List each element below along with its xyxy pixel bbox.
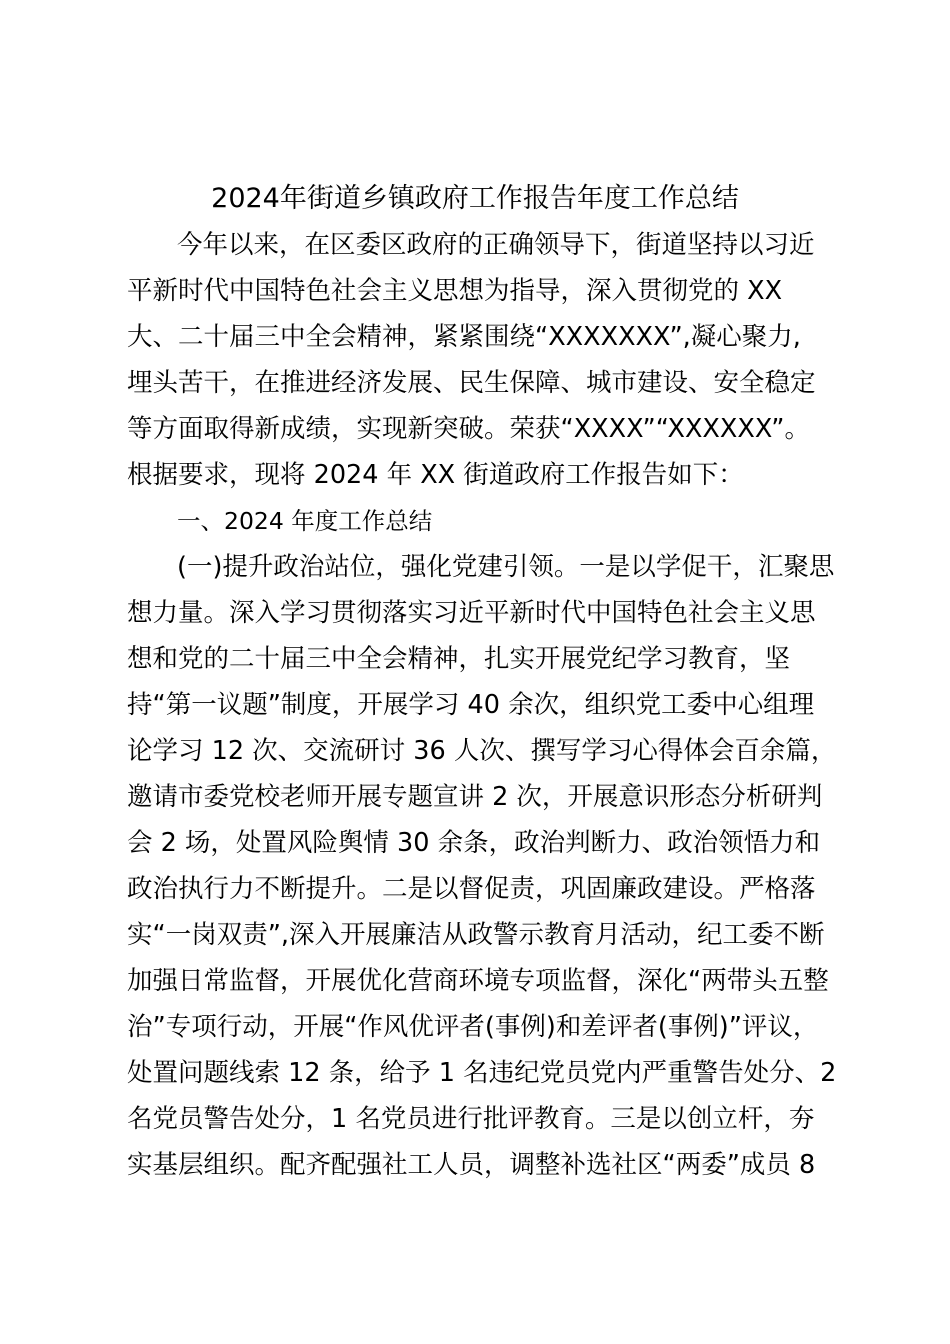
paragraph-line: 想力量。深入学习贯彻落实习近平新时代中国特色社会主义思: [127, 598, 816, 628]
paragraph-line: 邀请市委党校老师开展专题宣讲 2 次，开展意识形态分析研判: [127, 782, 823, 812]
paragraph-line: 埋头苦干，在推进经济发展、民生保障、城市建设、安全稳定: [127, 368, 816, 398]
paragraph-line: 加强日常监督，开展优化营商环境专项监督，深化“两带头五整: [127, 966, 829, 996]
paragraph-line: 实基层组织。配齐配强社工人员，调整补选社区“两委”成员 8: [127, 1150, 816, 1180]
paragraph-line: 等方面取得新成绩，实现新突破。荣获“XXXX”“XXXXXX”。: [127, 414, 810, 444]
paragraph-line: 实“一岗双责”,深入开展廉洁从政警示教育月活动，纪工委不断: [127, 920, 825, 950]
paragraph-line: 名党员警告处分，1 名党员进行批评教育。三是以创立杆，夯: [127, 1104, 815, 1134]
paragraph-line: (一)提升政治站位，强化党建引领。一是以学促干，汇聚思: [177, 552, 835, 582]
paragraph-line: 根据要求，现将 2024 年 XX 街道政府工作报告如下：: [127, 460, 744, 490]
paragraph-line: 平新时代中国特色社会主义思想为指导，深入贯彻党的 XX: [127, 276, 783, 306]
paragraph-line: 处置问题线索 12 条，给予 1 名违纪党员党内严重警告处分、2: [127, 1058, 837, 1088]
paragraph-line: 持“第一议题”制度，开展学习 40 余次，组织党工委中心组理: [127, 690, 815, 720]
paragraph-line: 会 2 场，处置风险舆情 30 余条，政治判断力、政治领悟力和: [127, 828, 821, 858]
document-title: 2024年街道乡镇政府工作报告年度工作总结: [211, 183, 739, 214]
paragraph-line: 治”专项行动，开展“作风优评者(事例)和差评者(事例)”评议，: [127, 1012, 819, 1042]
paragraph-line: 今年以来，在区委区政府的正确领导下，街道坚持以习近: [177, 230, 815, 260]
paragraph-line: 大、二十届三中全会精神，紧紧围绕“XXXXXXX”,凝心聚力,: [127, 322, 801, 352]
paragraph-line: 政治执行力不断提升。二是以督促责，巩固廉政建设。严格落: [127, 874, 816, 904]
paragraph-line: 想和党的二十届三中全会精神，扎实开展党纪学习教育，坚: [127, 644, 791, 674]
paragraph-line: 论学习 12 次、交流研讨 36 人次、撰写学习心得体会百余篇，: [127, 736, 837, 766]
section-heading: 一、2024 年度工作总结: [177, 507, 433, 535]
